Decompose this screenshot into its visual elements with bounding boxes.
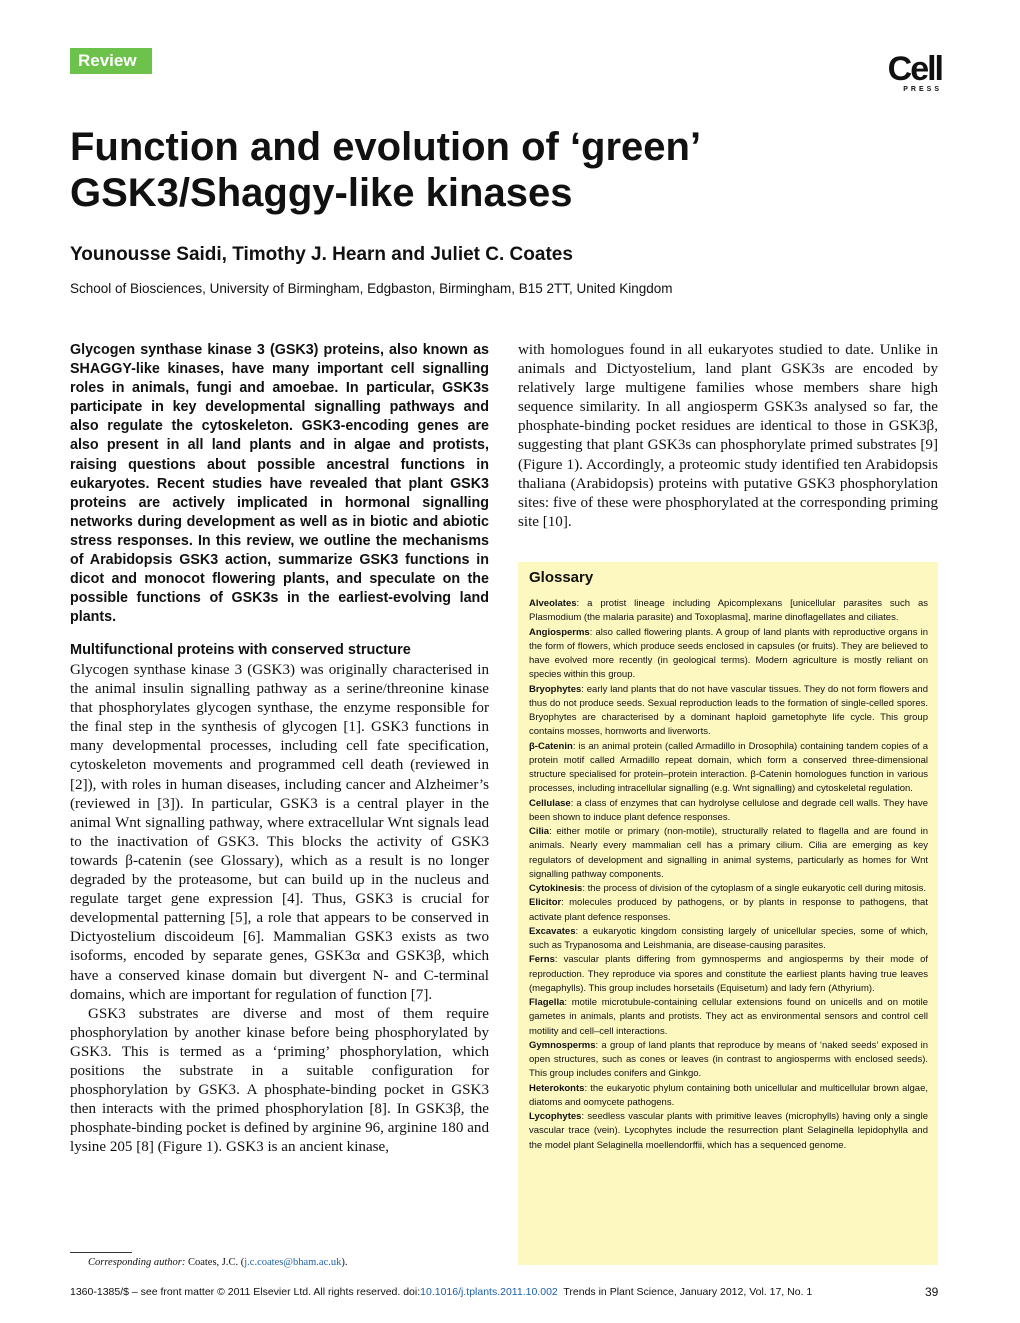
glossary-definition: : the process of division of the cytoplasm of a single eukaryotic cell during mitosis.: [582, 883, 927, 894]
glossary-entry: [529, 896, 928, 925]
authors: Younousse Saidi, Timothy J. Hearn and Juliet C. Coates: [70, 244, 573, 265]
glossary-term: Alveolates: [529, 598, 577, 609]
corresponding-author-note: [88, 1257, 348, 1268]
section-tag: Review: [70, 48, 152, 74]
glossary-entry: [529, 683, 928, 740]
glossary-definition: : seedless vascular plants with primitive leaves (microphylls) having only a single vascular trace (vein). Lycophytes include the resurrection plant Selaginella lepidophylla and the model plant Selaginella moellendorffii, which has a sequenced genome.: [529, 1111, 928, 1151]
page-number: 39: [925, 1285, 939, 1299]
glossary-term: Excavates: [529, 925, 576, 937]
logo-subtext: PRESS: [903, 86, 942, 93]
glossary-entry: [529, 597, 928, 626]
glossary-entry: [529, 925, 928, 954]
glossary-term: Heterokonts: [529, 1082, 585, 1094]
glossary-definition: : motile microtubule-containing cellular extensions found on unicells and on motile gametes in animals, plants and protists. They act as environmental sensors and control cell motility and cell–cell interactions.: [529, 997, 928, 1037]
footer-copyright: 1360-1385/$ – see front matter © 2011 Elsevier Ltd. All rights reserved. doi:: [70, 1286, 421, 1298]
glossary-definition: : the eukaryotic phylum containing both unicellular and multicellular brown algae, diatoms and oomycete pathogens.: [529, 1082, 928, 1108]
glossary-entry: [529, 825, 928, 882]
glossary-box: [518, 562, 938, 1265]
article-title: [70, 124, 930, 216]
body-column-right: [518, 341, 938, 532]
glossary-term: Cilia: [529, 826, 550, 837]
glossary-entry: [529, 1082, 928, 1111]
glossary-definition: : a protist lineage including Apicomplexans [unicellular parasites such as Plasmodium (the malaria parasite) and Toxoplasma], marine dinoflagellates and ciliates.: [529, 598, 928, 624]
glossary-term: Cytokinesis: [529, 883, 583, 894]
glossary-entry: [529, 626, 928, 683]
glossary-term: Lycophytes: [529, 1111, 582, 1122]
glossary-term: Cellulase: [529, 797, 571, 809]
glossary-definition: : is an animal protein (called Armadillo in Drosophila) containing tandem copies of a protein motif called Armadillo repeat domain, which form a conserved three-dimensional structure specialised for protein–protein interaction. β-Catenin homologues function in various processes, including intracellular signalling (e.g. Wnt signalling) and cytoskeletal regulation.: [529, 740, 928, 795]
author-email-link[interactable]: j.c.coates@bham.ac.uk: [244, 1257, 342, 1268]
abstract: Glycogen synthase kinase 3 (GSK3) proteins, also known as SHAGGY-like kinases, have many important cell signalling roles in animals, fungi and amoebae. In particular, GSK3s participate in key developmental signalling pathways and also regulate the cytoskeleton. GSK3-encoding genes are also present in all land plants and in algae and protists, raising questions about possible ancestral functions in eukaryotes. Recent studies have revealed that plant GSK3 proteins are actively implicated in hormonal signalling networks during development as well as in biotic and abiotic stress responses. In this review, we outline the mechanisms of Arabidopsis GSK3 action, summarize GSK3 functions in dicot and monocot flowering plants, and speculate on the possible functions of GSK3s in the earliest-evolving land plants.: [70, 342, 489, 626]
glossary-entry: [529, 882, 928, 896]
glossary-entry: [529, 953, 928, 996]
title-line-1: Function and evolution of ‘green’: [70, 125, 702, 169]
paragraph: Glycogen synthase kinase 3 (GSK3) was originally characterised in the animal insulin signalling pathway as a serine/threonine kinase that phosphorylates glycogen synthase, the enzyme responsible for the final step in the synthesis of glycogen [1]. GSK3 functions in many developmental processes, including cell fate specification, cytoskeleton movements and programmed cell death (reviewed in [2]), with roles in human diseases, including cancer and Alzheimer’s (reviewed in [3]). In particular, GSK3 is a central player in the animal Wnt signalling pathway, where extracellular Wnt signals lead to the inactivation of GSK3. This blocks the activity of GSK3 towards β-catenin (see Glossary), which as a result is no longer degraded by the proteasome, but can build up in the nucleus and regulate target gene expression [4]. Thus, GSK3 is crucial for developmental patterning [5], a role that appears to be conserved in Dictyostelium discoideum [6]. Mammalian GSK3 exists as two isoforms, encoded by separate genes, GSK3α and GSK3β, which have a conserved kinase domain but divergent N- and C-terminal domains, which are important for regulation of function [7].: [70, 662, 489, 1003]
title-line-2: GSK3/Shaggy-like kinases: [70, 171, 573, 215]
glossary-list: [529, 597, 928, 1153]
glossary-definition: : a group of land plants that reproduce by means of ‘naked seeds’ exposed in open structures, such as cones or leaves (in contrast to angiosperms with enclosed seeds). This group includes conifers and Ginkgo.: [529, 1039, 928, 1080]
glossary-definition: : either motile or primary (non-motile), structurally related to flagella and are found in animals. Nearly every mammalian cell has a primary cilium. Cilia are emerging as key regulators of development and signalling in animal systems, particularly as homes for Wnt signalling pathway components.: [529, 826, 928, 880]
paragraph: with homologues found in all eukaryotes studied to date. Unlike in animals and Dictyostelium, land plant GSK3s are encoded by relatively large multigene families whose members share high sequence similarity. In all angiosperm GSK3s analysed so far, the phosphate-binding pocket residues are identical to those in GSK3β, suggesting that plant GSK3s can phosphorylate primed substrates [9] (Figure 1). Accordingly, a proteomic study identified ten Arabidopsis thaliana (Arabidopsis) proteins with putative GSK3 phosphorylation sites: five of these were phosphorylated at the corresponding priming site [10].: [518, 342, 938, 530]
glossary-term: Angiosperms: [529, 626, 590, 638]
doi-link[interactable]: 10.1016/j.tplants.2011.10.002: [420, 1286, 558, 1298]
journal-citation: Trends in Plant Science, January 2012, Vol. 17, No. 1: [557, 1286, 813, 1298]
footnote-divider: [70, 1252, 132, 1253]
publisher-logo: [876, 52, 942, 93]
footnote-label: Corresponding author:: [88, 1257, 186, 1268]
logo-word: Cell: [887, 50, 942, 88]
page-footer: [70, 1286, 812, 1298]
footnote-text: Coates, J.C. (: [185, 1257, 245, 1268]
glossary-definition: : a eukaryotic kingdom consisting largely of unicellular species, some of which, such as Trypanosoma and Leishmania, are disease-causing parasites.: [529, 925, 928, 951]
glossary-term: Ferns: [529, 954, 555, 966]
glossary-definition: : also called flowering plants. A group of land plants with reproductive organs in the form of flowers, which produce seeds enclosed in capsules (or fruits). They are believed to have evolved more recently (in geological terms). Modern agriculture is mostly reliant on species within this group.: [529, 626, 928, 681]
glossary-title: Glossary: [529, 569, 594, 586]
glossary-term: Flagella: [529, 997, 565, 1008]
glossary-entry: [529, 1039, 928, 1082]
glossary-entry: [529, 797, 928, 826]
glossary-term: Gymnosperms: [529, 1039, 596, 1051]
glossary-definition: : vascular plants differing from gymnosperms and angiosperms by their mode of reproduction. They reproduce via spores and constitute the earliest plants having true leaves (megaphylls). This group includes horsetails (Equisetum) and lady fern (Athyrium).: [529, 954, 928, 994]
glossary-term: β-Catenin: [529, 740, 573, 752]
body-column-left: [70, 661, 489, 1157]
section-heading: Multifunctional proteins with conserved structure: [70, 642, 411, 658]
paragraph: GSK3 substrates are diverse and most of them require phosphorylation by another kinase before being phosphorylated by GSK3. This is termed as a ‘priming’ phosphorylation, which positions the substrate in a suitable configuration for phosphorylation by GSK3. A phosphate-binding pocket in GSK3 then interacts with the primed phosphorylation [8]. In GSK3β, the phosphate-binding pocket is defined by arginine 96, arginine 180 and lysine 205 [8] (Figure 1). GSK3 is an ancient kinase,: [70, 1005, 489, 1156]
glossary-term: Bryophytes: [529, 683, 582, 695]
glossary-term: Elicitor: [529, 897, 562, 909]
footnote-close: ).: [341, 1257, 348, 1268]
glossary-entry: [529, 740, 928, 797]
glossary-definition: : early land plants that do not have vascular tissues. They do not form flowers and thus do not produce seeds. Sexual reproduction leads to the formation of single-celled spores. Bryophytes are characterised by a dominant haploid gametophyte life cycle. This group contains mosses, hornworts and liverworts.: [529, 683, 928, 738]
glossary-entry: [529, 1110, 928, 1153]
glossary-entry: [529, 996, 928, 1039]
glossary-definition: : molecules produced by pathogens, or by plants in response to pathogens, that activate plant defence responses.: [529, 897, 928, 923]
affiliation: School of Biosciences, University of Birmingham, Edgbaston, Birmingham, B15 2TT, United Kingdom: [70, 281, 673, 296]
glossary-definition: : a class of enzymes that can hydrolyse cellulose and degrade cell walls. They have been shown to induce plant defence responses.: [529, 797, 928, 823]
